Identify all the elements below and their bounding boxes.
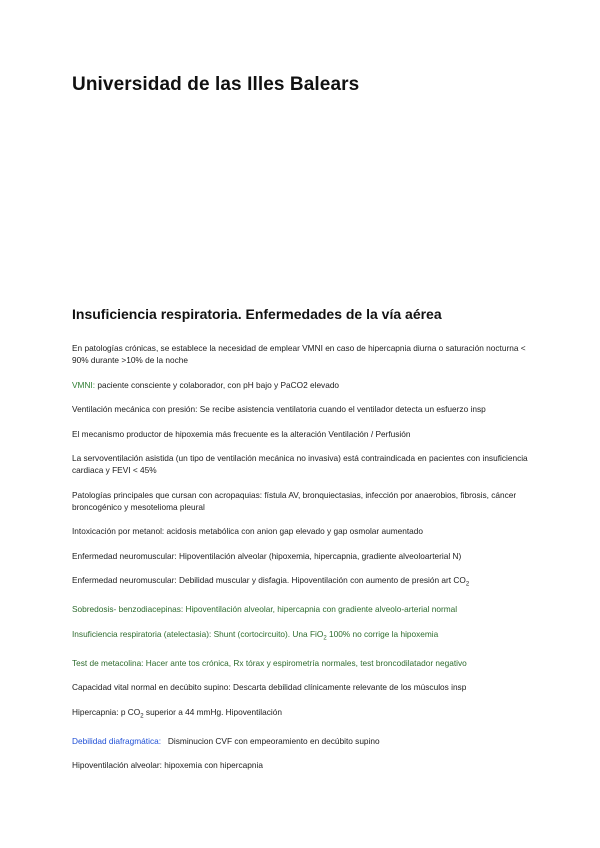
note-hypercapnia	[72, 706, 532, 723]
note-vital-capacity	[72, 681, 532, 693]
note-text: Test de metacolina: Hacer ante tos crónica, Rx tórax y espirometría normales, test broncodilatador negativo	[72, 657, 467, 668]
note-text-pre: Insuficiencia respiratoria (atelectasia): Shunt (cortocircuito). Una FiO	[72, 628, 324, 639]
note-methacholine	[72, 657, 532, 669]
note-vmni-criteria	[72, 342, 532, 366]
note-text: La servoventilación asistida (un tipo de ventilación mecánica no invasiva) está contraindicada en pacientes con insuficiencia cardiaca y FEVI < 45%	[72, 453, 528, 475]
note-benzodiazepines	[72, 603, 532, 615]
note-text: Intoxicación por metanol: acidosis metabólica con anion gap elevado y gap osmolar aumentado	[72, 526, 423, 536]
note-text: Disminucion CVF con empeoramiento en decúbito supino	[161, 735, 380, 746]
note-hypoxemia-mechanism	[72, 428, 532, 440]
note-text: 100% no corrige la hipoxemia	[326, 628, 439, 639]
note-diaphragm-weakness	[72, 735, 532, 747]
note-text: El mecanismo productor de hipoxemia más frecuente es la alteración Ventilación / Perfusión	[72, 428, 411, 439]
note-text: paciente consciente y colaborador, con pH bajo y PaCO2 elevado	[95, 379, 340, 390]
note-text: Ventilación mecánica con presión: Se recibe asistencia ventilatoria cuando el ventilador detecta un esfuerzo insp	[72, 404, 486, 414]
note-text: superior a 44 mmHg. Hipoventilación	[143, 706, 282, 717]
note-pressure-ventilation	[72, 403, 532, 415]
note-label: VMNI:	[72, 379, 96, 390]
university-title: Universidad de las Illes Balears	[72, 74, 360, 95]
note-methanol	[72, 525, 532, 537]
note-acropaquias	[72, 489, 532, 513]
note-text: Enfermedad neuromuscular: Hipoventilación alveolar (hipoxemia, hipercapnia, gradiente alveoloarterial N)	[72, 550, 462, 561]
note-subscript: 2	[323, 635, 327, 642]
note-servoventilation	[72, 452, 532, 476]
document-title: Insuficiencia respiratoria. Enfermedades de la vía aérea	[72, 306, 442, 322]
note-text: Hipoventilación alveolar: hipoxemia con hipercapnia	[72, 760, 263, 771]
note-text: Enfermedad neuromuscular: Debilidad muscular y disfagia. Hipoventilación con aumento de presión art CO	[72, 575, 466, 585]
note-neuromuscular-2	[72, 574, 532, 591]
note-subscript: 2	[465, 581, 470, 588]
note-subscript: 2	[140, 713, 144, 720]
note-vmni	[72, 379, 532, 391]
note-text: Capacidad vital normal en decúbito supino: Descarta debilidad clínicamente relevante de los músculos insp	[72, 682, 467, 693]
note-text: En patologías crónicas, se establece la necesidad de emplear VMNI en caso de hipercapnia diurna o saturación nocturna < 90% durante >10% de la noche	[72, 343, 526, 365]
note-text: Patologías principales que cursan con acropaquias: fístula AV, bronquiectasias, infección por anaerobios, fibrosis, cáncer broncogénico y mesotelioma pleural	[72, 489, 517, 512]
note-alveolar-hypoventilation	[72, 759, 532, 771]
note-text: Sobredosis- benzodiacepinas: Hipoventilación alveolar, hipercapnia con gradiente alveolo-arterial normal	[72, 604, 458, 615]
note-atelectasis	[72, 628, 532, 645]
note-label: Debilidad diafragmática:	[72, 735, 162, 746]
notes-list	[72, 342, 532, 784]
note-neuromuscular-1	[72, 550, 532, 562]
note-text-pre: Hipercapnia: p CO	[72, 706, 141, 717]
